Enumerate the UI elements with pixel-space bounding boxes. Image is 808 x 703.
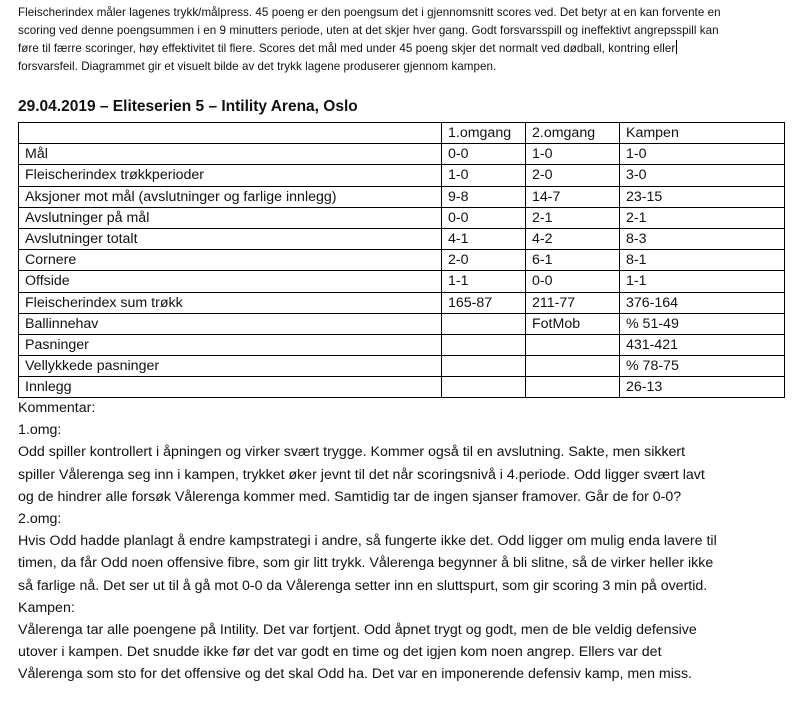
table-row bbox=[19, 250, 785, 271]
match-total-cell: 431-421 bbox=[620, 334, 785, 355]
first-half-cell: 165-87 bbox=[442, 292, 526, 313]
first-half-cell bbox=[442, 313, 526, 334]
first-half-cell bbox=[442, 334, 526, 355]
stat-label-cell: Pasninger bbox=[19, 334, 442, 355]
second-half-cell bbox=[526, 356, 620, 377]
comment-line: Vålerenga som sto for det offensive og det skal Odd ha. Det var en imponerende defensiv kamp, men miss. bbox=[18, 666, 693, 683]
stat-label-cell: Aksjoner mot mål (avslutninger og farlige innlegg) bbox=[19, 186, 442, 207]
match-title: 29.04.2019 – Eliteserien 5 – Intility Arena, Oslo bbox=[18, 98, 358, 115]
first-half-cell: 1-1 bbox=[442, 271, 526, 292]
stat-label-cell: Mål bbox=[19, 144, 442, 165]
intro-line-text: føre til færre scoringer, høy effektivitet til flere. Scores det mål med under 45 poeng skjer det normalt ved dødball, kontring eller bbox=[18, 42, 676, 55]
match-total-cell: 8-3 bbox=[620, 228, 785, 249]
match-total-cell: % 78-75 bbox=[620, 356, 785, 377]
stat-label-cell: Offside bbox=[19, 271, 442, 292]
table-row bbox=[19, 313, 785, 334]
stats-table-body bbox=[19, 123, 785, 398]
comment-line: så farlige nå. Det ser ut til å gå mot 0-0 da Vålerenga setter inn en sluttspurt, som gir scoring 3 min på overtid. bbox=[18, 577, 708, 594]
match-total-cell: % 51-49 bbox=[620, 313, 785, 334]
first-half-cell bbox=[442, 377, 526, 398]
stat-label-cell: Innlegg bbox=[19, 377, 442, 398]
text-cursor bbox=[676, 40, 677, 54]
match-total-cell: 26-13 bbox=[620, 377, 785, 398]
second-half-cell: 14-7 bbox=[526, 186, 620, 207]
second-half-cell: 1-0 bbox=[526, 144, 620, 165]
match-total-cell: 2-1 bbox=[620, 207, 785, 228]
intro-line bbox=[18, 40, 788, 58]
first-half-cell: 9-8 bbox=[442, 186, 526, 207]
stat-label-cell: Ballinnehav bbox=[19, 313, 442, 334]
comments-section bbox=[18, 397, 788, 686]
comment-line: utover i kampen. Det snudde ikke før det var godt en time og det igjen kom noen angrep. Ellers var det bbox=[18, 644, 662, 661]
stat-label-cell: Vellykkede pasninger bbox=[19, 356, 442, 377]
comment-line: 1.omg: bbox=[18, 422, 62, 439]
match-total-cell: 23-15 bbox=[620, 186, 785, 207]
second-half-cell: 4-2 bbox=[526, 228, 620, 249]
comment-line: Odd spiller kontrollert i åpningen og virker svært trygge. Kommer også til en avslutning. Sakte, men sikkert bbox=[18, 444, 686, 461]
match-total-cell: 1-1 bbox=[620, 271, 785, 292]
second-half-cell bbox=[526, 334, 620, 355]
stat-label-cell: Fleischerindex sum trøkk bbox=[19, 292, 442, 313]
header-cell-second-half: 2.omgang bbox=[526, 123, 620, 144]
intro-line: scoring ved denne poengsummen i en 9 minutters periode, uten at det skjer hver gang. Godt forsvarsspill og ineffektivt angrepsspill kan bbox=[18, 24, 719, 37]
table-row bbox=[19, 292, 785, 313]
first-half-cell bbox=[442, 356, 526, 377]
stat-label-cell: Cornere bbox=[19, 250, 442, 271]
first-half-cell: 0-0 bbox=[442, 144, 526, 165]
table-row bbox=[19, 144, 785, 165]
first-half-cell: 2-0 bbox=[442, 250, 526, 271]
intro-text bbox=[18, 4, 788, 76]
comment-line: spiller Vålerenga seg inn i kampen, trykket øker jevnt til det når scoringsnivå i 4.periode. Odd ligger svært lavt bbox=[18, 466, 705, 483]
second-half-cell: 2-0 bbox=[526, 165, 620, 186]
comment-line: Hvis Odd hadde planlagt å endre kampstrategi i andre, så fungerte ikke det. Odd ligger om mulig enda lavere til bbox=[18, 533, 717, 550]
first-half-cell: 1-0 bbox=[442, 165, 526, 186]
stat-label-cell: Fleischerindex trøkkperioder bbox=[19, 165, 442, 186]
second-half-cell: FotMob bbox=[526, 313, 620, 334]
second-half-cell: 0-0 bbox=[526, 271, 620, 292]
comment-line: og de hindrer alle forsøk Vålerenga kommer med. Samtidig tar de ingen sjanser framover. Går de for 0-0? bbox=[18, 488, 682, 505]
header-cell-first-half: 1.omgang bbox=[442, 123, 526, 144]
second-half-cell bbox=[526, 377, 620, 398]
match-total-cell: 3-0 bbox=[620, 165, 785, 186]
table-row bbox=[19, 207, 785, 228]
stat-label-cell: Avslutninger på mål bbox=[19, 207, 442, 228]
second-half-cell: 6-1 bbox=[526, 250, 620, 271]
match-total-cell: 8-1 bbox=[620, 250, 785, 271]
match-total-cell: 376-164 bbox=[620, 292, 785, 313]
match-total-cell: 1-0 bbox=[620, 144, 785, 165]
match-stats-table bbox=[18, 122, 785, 398]
table-row bbox=[19, 334, 785, 355]
comment-line: timen, da får Odd noen offensive fibre, som gir litt trykk. Vålerenga begynner å bli slitne, så de virker heller ikke bbox=[18, 555, 714, 572]
comment-line: Kommentar: bbox=[18, 400, 96, 416]
header-cell-label bbox=[19, 123, 442, 144]
first-half-cell: 4-1 bbox=[442, 228, 526, 249]
comment-line: 2.omg: bbox=[18, 511, 62, 528]
intro-line: forsvarsfeil. Diagrammet gir et visuelt bilde av det trykk lagene produserer gjennom kampen. bbox=[18, 60, 497, 73]
table-row bbox=[19, 186, 785, 207]
table-row bbox=[19, 228, 785, 249]
comment-line: Kampen: bbox=[18, 599, 75, 616]
first-half-cell: 0-0 bbox=[442, 207, 526, 228]
table-row bbox=[19, 271, 785, 292]
second-half-cell: 2-1 bbox=[526, 207, 620, 228]
comment-line: Vålerenga tar alle poengene på Intility. Det var fortjent. Odd åpnet trygt og godt, men de ble veldig defensive bbox=[18, 622, 697, 639]
table-row bbox=[19, 356, 785, 377]
header-cell-match: Kampen bbox=[620, 123, 785, 144]
table-header-row bbox=[19, 123, 785, 144]
stat-label-cell: Avslutninger totalt bbox=[19, 228, 442, 249]
second-half-cell: 211-77 bbox=[526, 292, 620, 313]
intro-line: Fleischerindex måler lagenes trykk/målpress. 45 poeng er den poengsum det i gjennomsnitt scores ved. Det betyr at en kan forvente en bbox=[18, 6, 721, 19]
table-row bbox=[19, 377, 785, 398]
table-row bbox=[19, 165, 785, 186]
